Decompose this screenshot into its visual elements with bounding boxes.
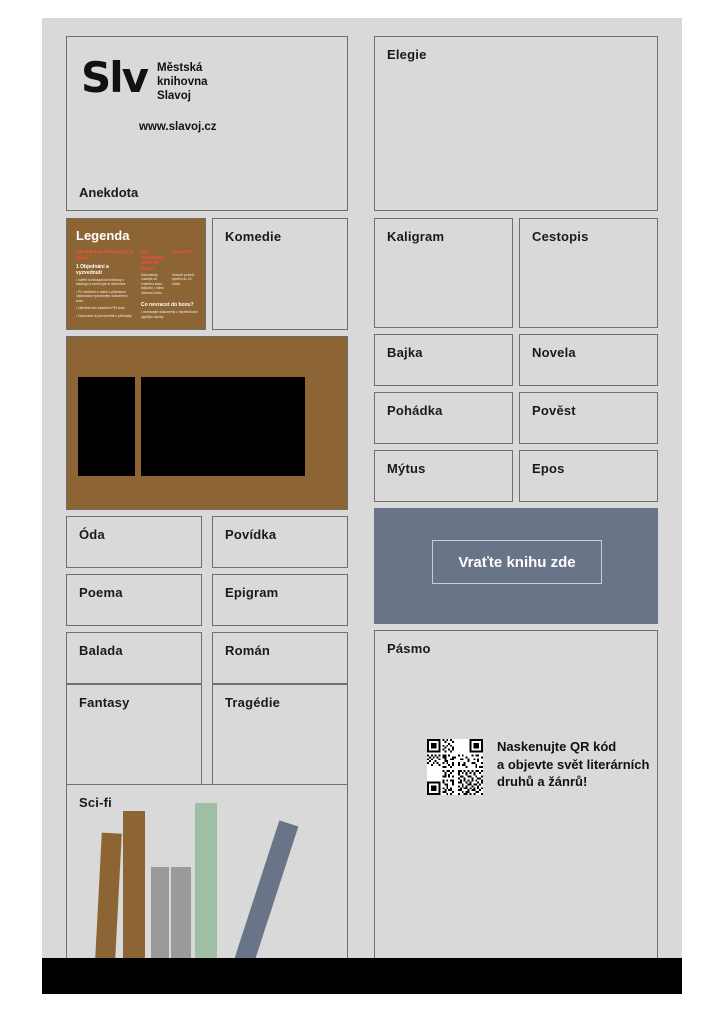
genre-card-fantasy — [66, 684, 202, 796]
genre-label-epigram: Epigram — [225, 585, 279, 600]
genre-label-novela: Novela — [532, 345, 576, 360]
return-book-button[interactable]: Vraťte knihu zde — [432, 540, 602, 584]
legend-right-heading-a: Jak dokumenty vrátit do boxu? — [141, 249, 165, 271]
logo-mark: Slv — [81, 53, 148, 102]
legend-right-subheading: Co nevracet do boxu? — [141, 302, 194, 309]
genre-label-tragedie: Tragédie — [225, 695, 281, 710]
genre-label-scifi: Sci-fi — [79, 795, 112, 810]
genre-label-anekdota: Anekdota — [79, 185, 139, 200]
legend-right-note: • nevracejte dokumenty z meziknihovní výpůjční služby — [141, 310, 199, 319]
return-book-panel — [374, 508, 658, 624]
genre-card-mytus — [374, 450, 513, 502]
genre-label-kaligram: Kaligram — [387, 229, 445, 244]
genre-label-poema: Poema — [79, 585, 123, 600]
legend-column-right — [141, 249, 200, 322]
footer-bar — [42, 958, 682, 994]
genre-label-bajka: Bajka — [387, 345, 423, 360]
genre-label-mytus: Mýtus — [387, 461, 426, 476]
genre-label-pohadka: Pohádka — [387, 403, 443, 418]
organization-name — [157, 61, 207, 103]
genre-card-komedie — [212, 218, 348, 330]
genre-label-oda: Óda — [79, 527, 105, 542]
photo-panel-left — [78, 377, 135, 476]
genre-label-komedie: Komedie — [225, 229, 282, 244]
genre-card-poema — [66, 574, 202, 626]
legend-right-headings — [141, 249, 200, 273]
genre-label-povidka: Povídka — [225, 527, 277, 542]
legend-right-heading-b: vracet do — [172, 249, 192, 254]
genre-card-balada — [66, 632, 202, 684]
legend-left-subheading: 1 Objednání a vyzvednutí — [76, 264, 109, 276]
legend-left-heading: Jak objednat dokumenty do boxu? — [76, 249, 135, 260]
genre-card-epos — [519, 450, 658, 502]
organization-name-line-2: knihovna — [157, 76, 208, 89]
book-illustration-3 — [151, 867, 169, 963]
organization-name-line-1: Městská — [157, 62, 203, 74]
genre-card-povidka — [212, 516, 348, 568]
genre-card-elegie — [374, 36, 658, 211]
legend-left-p3: • Otevřete box zadáním PIN kódu — [76, 306, 125, 311]
genre-label-pasmo: Pásmo — [387, 641, 431, 656]
qr-callout-text — [497, 738, 649, 791]
book-return-box-photo — [66, 336, 348, 510]
qr-text-line-2: a objevte svět literárních — [497, 756, 650, 772]
genre-card-pasmo — [374, 630, 658, 964]
genre-label-povest: Pověst — [532, 403, 576, 418]
legend-poster — [66, 218, 206, 330]
genre-card-scifi — [66, 784, 348, 964]
genre-card-pohadka — [374, 392, 513, 444]
legend-left-p2: • Po obdržení e-mailu o připravení objednávky vyzvedněte dokument v boxu — [76, 289, 129, 303]
legend-left-p4: • Dokument si převezměte z přihrádky — [76, 313, 132, 318]
book-illustration-4 — [171, 867, 191, 963]
qr-code-icon[interactable] — [427, 739, 483, 795]
qr-callout — [427, 739, 649, 795]
book-illustration-5 — [195, 803, 217, 963]
book-illustration-6 — [233, 820, 298, 964]
genre-label-balada: Balada — [79, 643, 123, 658]
genre-card-oda — [66, 516, 202, 568]
genre-label-elegie: Elegie — [387, 47, 427, 62]
legend-right-paragraphs — [141, 273, 200, 298]
legend-columns — [76, 249, 200, 322]
photo-panel-right — [141, 377, 305, 476]
qr-text-line-1: Naskenujte QR kód — [497, 739, 617, 754]
genre-label-epos: Epos — [532, 461, 565, 476]
organization-name-line-3: Slavoj — [157, 90, 191, 103]
book-illustration-1 — [95, 833, 122, 964]
library-logo-card — [66, 36, 348, 211]
genre-card-novela — [519, 334, 658, 386]
poster-canvas — [42, 18, 682, 988]
genre-label-fantasy: Fantasy — [79, 695, 130, 710]
genre-label-cestopis: Cestopis — [532, 229, 589, 244]
book-illustration-2 — [123, 811, 145, 963]
genre-card-povest — [519, 392, 658, 444]
qr-text-line-3: druhů a žánrů! — [497, 774, 588, 790]
legend-right-p1: Dokumenty vracejte do vratného boxu kdykoliv, i mimo otevírací dobu. — [141, 273, 165, 295]
genre-card-kaligram — [374, 218, 513, 328]
logo-lockup — [81, 53, 208, 103]
legend-title: Legenda — [76, 228, 130, 243]
legend-column-left — [76, 249, 135, 322]
genre-card-epigram — [212, 574, 348, 626]
genre-label-roman: Román — [225, 643, 271, 658]
genre-card-tragedie — [212, 684, 348, 796]
legend-right-p2: Vrácení potvrdí systém do 24 hodin. — [172, 273, 195, 286]
website-url[interactable]: www.slavoj.cz — [139, 121, 217, 133]
legend-left-p1: • ověřte si dostupnost knihovny v katalogu a rezervujte si dokument — [76, 278, 126, 287]
genre-card-cestopis — [519, 218, 658, 328]
genre-card-roman — [212, 632, 348, 684]
genre-card-bajka — [374, 334, 513, 386]
